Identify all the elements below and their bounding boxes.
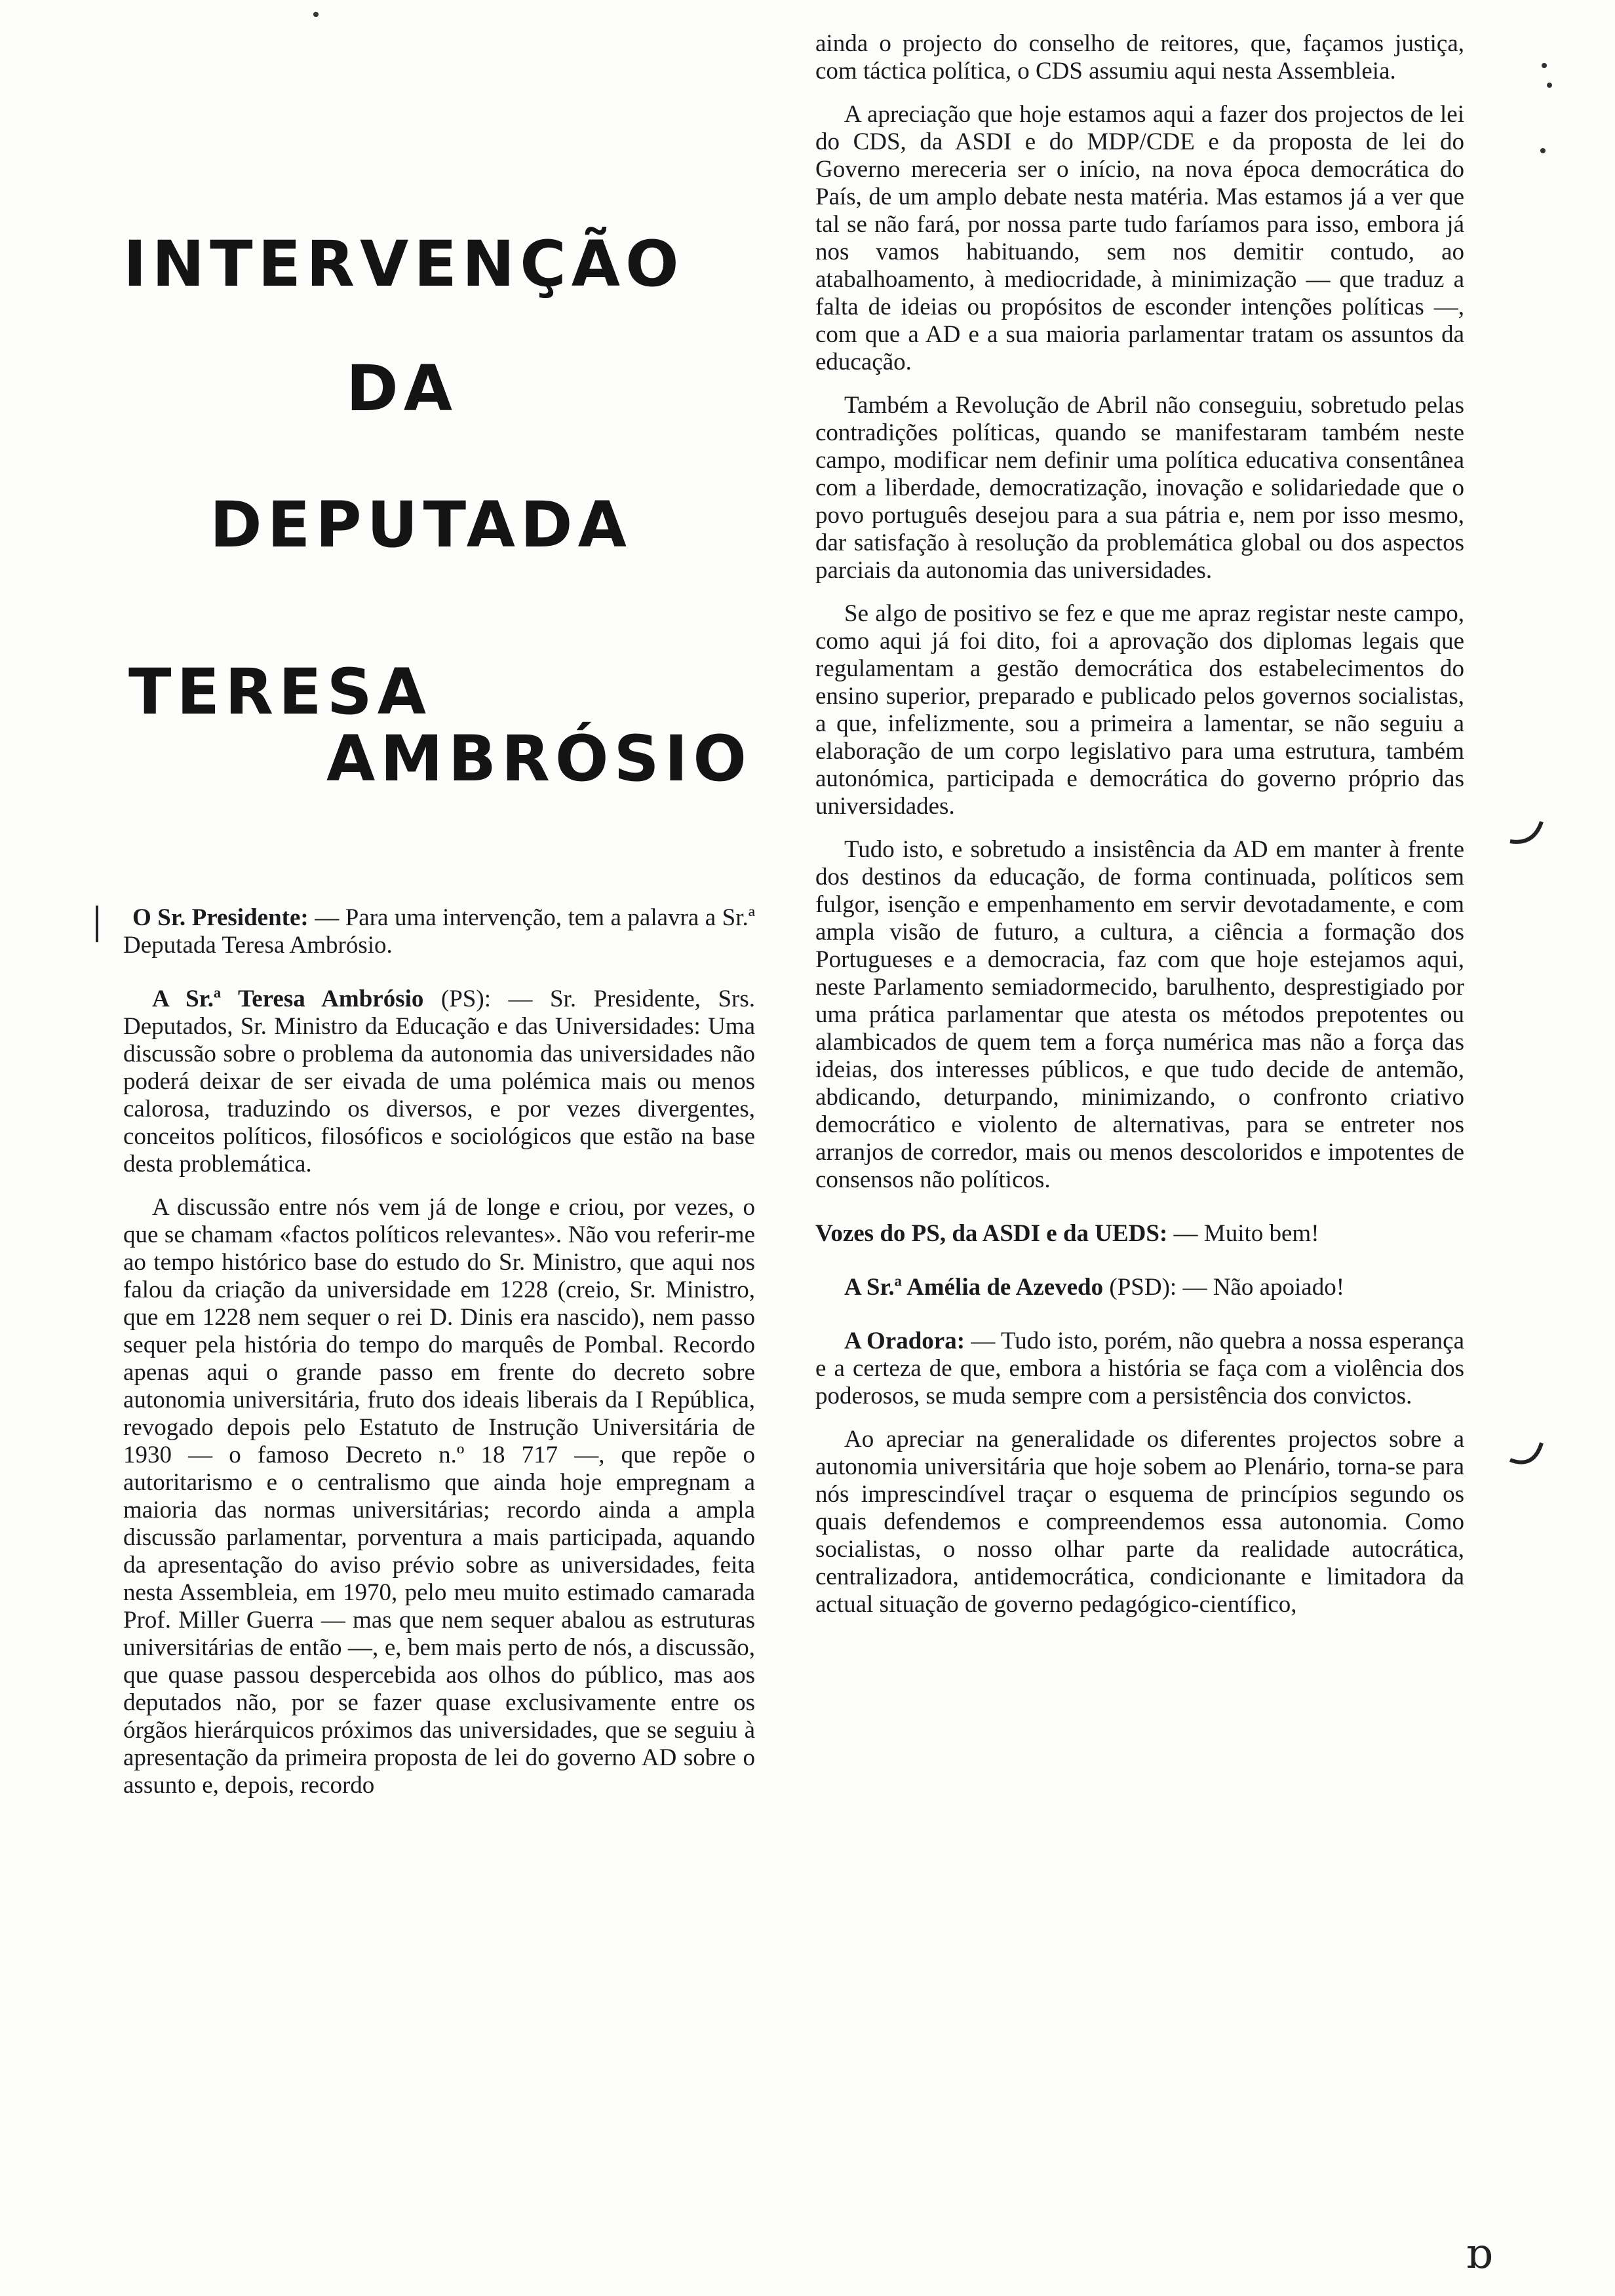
- speech-text: — Para uma intervenção, tem a palavra a Sr.ª Deputada Teresa Ambrósio.: [123, 904, 755, 959]
- margin-bar: [96, 906, 98, 942]
- paragraph: [815, 1328, 1464, 1410]
- paragraph: [123, 985, 755, 1178]
- title-line-2: DA: [346, 352, 457, 425]
- title-line-3: DEPUTADA: [210, 488, 632, 562]
- paragraph: A apreciação que hoje estamos aqui a fazer dos projectos de lei do CDS, da ASDI e do MDP/CDE e da proposta de lei do Governo mereceria ser o início, na nova época democrática do País, de um amplo debate nesta matéria. Mas estamos já a ver que tal se não fará, por nossa parte tudo faríamos para isso, embora já nos vamos habituando, sem nos demitir contudo, ao atabalhoamento, à mediocridade, à minimização — que traduz a falta de ideias ou propósitos de esconder intenções políticas —, com que a AD e a sua maioria parlamentar tratam os assuntos da educação.: [815, 101, 1464, 375]
- paragraph: Ao apreciar na generalidade os diferentes projectos sobre a autonomia universitária que hoje sobem ao Plenário, torna-se para nós imprescindível traçar o esquema de princípios segundo os quais defendemos e compreendemos essa autonomia. Como socialistas, o nosso olhar parte da realidade autocrática, centralizadora, antidemocrática, condicionante e limitadora da actual situação de governo pedagógico-científico,: [815, 1426, 1464, 1618]
- title-line-4: TERESA: [128, 655, 431, 729]
- speaker-name: Vozes do PS, da ASDI e da UEDS:: [815, 1220, 1168, 1247]
- scan-speck: [1547, 83, 1552, 88]
- speech-text: (PS): — Sr. Presidente, Srs. Deputados, Sr. Ministro da Educação e das Universidades: Uma discussão sobre o problema da autonomia das universidades não poderá deixar de ser eivada de uma polémica mais ou menos calorosa, traduzindo os diversos, e por vezes divergentes, conceitos políticos, filosóficos e sociológicos que estão na base desta problemática.: [123, 985, 755, 1177]
- speaker-name: A Oradora:: [844, 1328, 965, 1354]
- scan-speck: [313, 12, 319, 17]
- paragraph: Tudo isto, e sobretudo a insistência da AD em manter à frente dos destinos da educação, de forma continuada, políticos sem fulgor, isenção e empenhamento em servir devotadamente, e com ampla visão de futuro, a cultura, a ciência a formação dos Portugueses e a democracia, faz com que hoje estejamos aqui, neste Parlamento semiadormecido, barulhento, desprestigiado por uma prática parlamentar que atesta os métodos prepotentes ou alambicados de quem tem a força numérica mas não a força das ideias, dos interesses públicos, e que tudo decide de antemão, abdicando, deturpando, minimizando, o confronto criativo democrático e violento de alternativas, para se entreter nos arranjos de corredor, mais ou menos descoloridos e impotentes de consensos não políticos.: [815, 836, 1464, 1193]
- left-column: [123, 904, 755, 1815]
- page-folio: ɒ: [1466, 2230, 1492, 2278]
- title-line-5: AMBRÓSIO: [326, 722, 752, 795]
- scan-speck: [1540, 148, 1546, 153]
- speaker-name: A Sr.ª Amélia de Azevedo: [844, 1274, 1104, 1301]
- speech-text: — Muito bem!: [1167, 1220, 1319, 1247]
- paragraph: [123, 904, 755, 959]
- speaker-name: O Sr. Presidente:: [132, 904, 309, 931]
- right-column: [815, 30, 1464, 1634]
- scan-speck: [1542, 63, 1547, 68]
- scan-curve-mark: [1508, 819, 1547, 845]
- speech-text: — Tudo isto, porém, não quebra a nossa esperança e a certeza de que, embora a história se faça com a violência dos poderosos, se muda sempre com a persistência dos convictos.: [815, 1328, 1464, 1409]
- title-line-1: INTERVENÇÃO: [123, 227, 684, 301]
- paragraph: Se algo de positivo se fez e que me apraz registar neste campo, como aqui já foi dito, foi a aprovação dos diplomas legais que regulamentam a gestão democrática dos estabelecimentos do ensino superior, preparado e publicado pelos governos socialistas, a que, infelizmente, sou a primeira a lamentar, se não seguiu a elaboração de um corpo legislativo para uma estrutura, também autonómica, participada e democrática do governo próprio das universidades.: [815, 600, 1464, 820]
- paragraph: [815, 1220, 1464, 1248]
- paragraph: ainda o projecto do conselho de reitores, que, façamos justiça, com táctica política, o CDS assumiu aqui nesta Assembleia.: [815, 30, 1464, 85]
- paragraph: Também a Revolução de Abril não conseguiu, sobretudo pelas contradições políticas, quando se manifestaram também neste campo, modificar nem definir uma política educativa consentânea com a liberdade, democratização, inovação e solidariedade que o povo português desejou para a sua pátria e, nem por isso mesmo, dar satisfação à resolução da problemática global ou dos aspectos parciais da autonomia das universidades.: [815, 392, 1464, 584]
- scan-curve-mark: [1508, 1442, 1547, 1468]
- paragraph: [815, 1274, 1464, 1301]
- speaker-name: A Sr.ª Teresa Ambrósio: [152, 985, 424, 1012]
- speech-text: (PSD): — Não apoiado!: [1103, 1274, 1345, 1301]
- paragraph: A discussão entre nós vem já de longe e criou, por vezes, o que se chamam «factos políticos relevantes». Não vou referir-me ao tempo histórico base do estudo do Sr. Ministro, que aqui nos falou da criação da universidade em 1228 (creio, Sr. Ministro, que em 1228 nem sequer o rei D. Dinis era nascido), nem passo sequer pela história do tempo do marquês de Pombal. Recordo apenas aqui o grande passo em frente do decreto sobre autonomia universitária, fruto dos ideais liberais da I República, revogado depois pelo Estatuto de Instrução Universitária de 1930 — o famoso Decreto n.º 18 717 —, que repõe o autoritarismo e o centralismo que ainda hoje empregnam a maioria das normas universitárias; recordo ainda a ampla discussão parlamentar, porventura a mais participada, aquando da apresentação do aviso prévio sobre as universidades, feita nesta Assembleia, em 1970, pelo meu muito estimado camarada Prof. Miller Guerra — mas que nem sequer abalou as estruturas universitárias de então —, e, bem mais perto de nós, a discussão, que quase passou despercebida aos olhos do público, mas aos deputados não, por se fazer quase exclusivamente entre os órgãos hierárquicos próximos das universidades, que se seguiu à apresentação da primeira proposta de lei do governo AD sobre o assunto e, depois, recordo: [123, 1194, 755, 1799]
